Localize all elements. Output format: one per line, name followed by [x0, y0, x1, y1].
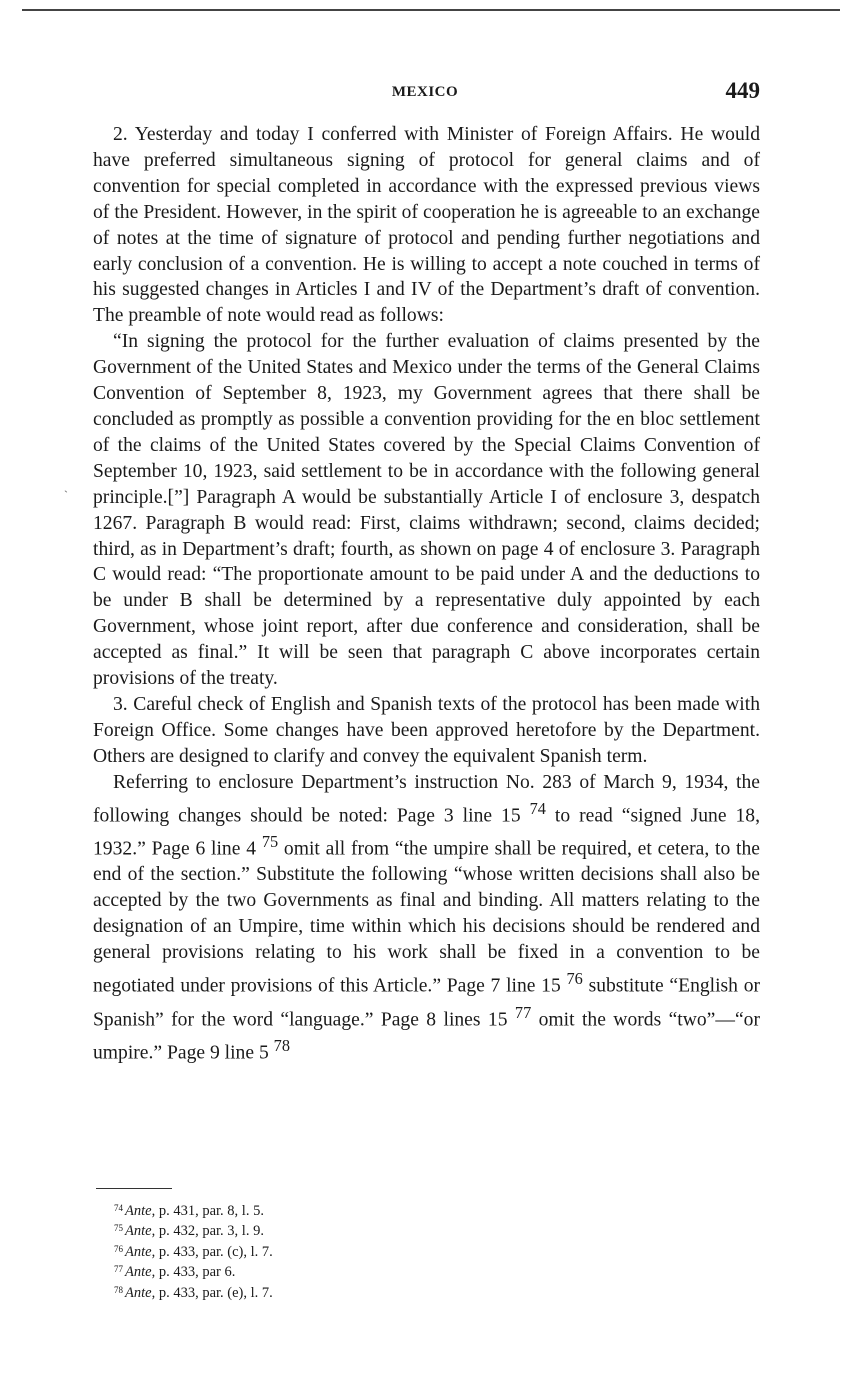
- footnote-rule: [96, 1188, 172, 1189]
- footnote-number: 77: [114, 1264, 123, 1275]
- footnote-ante: Ante: [125, 1223, 152, 1240]
- page-header: [90, 78, 760, 108]
- paragraph-changes: [93, 770, 760, 1067]
- footnote-number: 74: [114, 1203, 123, 1213]
- margin-mark: `: [64, 488, 68, 502]
- footnote-ref: 75: [261, 832, 279, 851]
- paragraph-changes-text: to read “signed June 18, 1932.” Page 6 line 4: [93, 805, 760, 860]
- footnote-ante: Ante: [125, 1264, 152, 1281]
- footnotes: [114, 1200, 614, 1302]
- footnote-ref: 77: [514, 1002, 532, 1022]
- footnote-number: 76: [114, 1243, 123, 1254]
- footnote-ref: 74: [529, 798, 546, 818]
- footnote-number: 78: [114, 1284, 123, 1295]
- footnote-number: 75: [114, 1223, 123, 1234]
- footnote-text: , p. 432, par. 3, l. 9.: [151, 1223, 264, 1240]
- paragraph-2: 2. Yesterday and today I conferred with Minister of Foreign Affairs. He would have preferred simultaneous signing of protocol for general claims and of convention for special completed in accordance with the expressed previous views of the President. However, in the spirit of cooperation he is agreeable to an exchange of notes at the time of signature of protocol and pending further negotiations and early conclusion of a convention. He is willing to accept a note couched in terms of his suggested changes in Articles I and IV of the Department’s draft of convention. The preamble of note would read as follows:: [93, 124, 760, 327]
- footnote-ante: Ante: [125, 1243, 152, 1260]
- paragraph-changes-text: substitute “English or Spanish” for the word “language.” Page 8 lines 15: [93, 975, 761, 1031]
- footnote: [114, 1261, 614, 1281]
- paragraph-changes-text: omit all from “the umpire shall be required, et cetera, to the end of the section.” Substitute the following “whose written decisions shall also be accepted by the two Governments as final and binding. All matters relating to the designation of an Umpire, time within which his decisions should be rendered and general provisions relating to his work shall be fixed in a convention to be negotiated under provisions of this Article.” Page 7 line 15: [93, 838, 760, 997]
- footnote-text: , p. 433, par. (c), l. 7.: [151, 1243, 273, 1260]
- footnote: [114, 1200, 614, 1220]
- footnote-ante: Ante: [125, 1284, 152, 1301]
- footnote: [114, 1282, 614, 1302]
- running-head: MEXICO: [391, 84, 459, 100]
- page-number: 449: [725, 78, 760, 103]
- footnote-ref: 78: [273, 1035, 290, 1055]
- footnote: [114, 1241, 614, 1261]
- footnote-ref: 76: [566, 969, 583, 989]
- footnote: [114, 1220, 614, 1240]
- paragraph-quoted-note: “In signing the protocol for the further evaluation of claims presented by the Government of the United States and Mexico under the terms of the General Claims Convention of September 8, 1923, my Government agrees that there shall be concluded as promptly as possible a convention providing for the en bloc settlement of the claims of the United States covered by the Special Claims Convention of September 10, 1923, said settlement to be in accordance with the following general principle.[”] Paragraph A would be substantially Article I of enclosure 3, despatch 1267. Paragraph B would read: First, claims withdrawn; second, claims decided; third, as in Department’s draft; fourth, as shown on page 4 of enclosure 3. Paragraph C would read: “The proportionate amount to be paid under A and the deductions to be under B shall be determined by a representative duly appointed by each Government, whose joint report, after due conference and consideration, shall be accepted as final.” It will be seen that paragraph C above incorporates certain provisions of the treaty.: [93, 331, 760, 690]
- footnote-ante: Ante: [125, 1203, 152, 1219]
- footnote-text: , p. 431, par. 8, l. 5.: [151, 1203, 264, 1219]
- paragraph-changes-text: omit the words “two”—“or umpire.” Page 9 line 5: [93, 1009, 760, 1064]
- footnote-text: , p. 433, par. (e), l. 7.: [151, 1284, 273, 1301]
- body-text: [93, 122, 760, 1066]
- paragraph-3: 3. Careful check of English and Spanish texts of the protocol has been made with Foreign Office. Some changes have been approved heretofore by the Department. Others are designed to clarify and convey the equivalent Spanish term.: [93, 693, 760, 767]
- top-rule: [22, 9, 840, 11]
- paragraph-changes-text: Referring to enclosure Department’s instruction No. 283 of March 9, 1934, the following changes should be noted: Page 3 line 15: [93, 771, 760, 827]
- footnote-text: , p. 433, par 6.: [151, 1264, 236, 1281]
